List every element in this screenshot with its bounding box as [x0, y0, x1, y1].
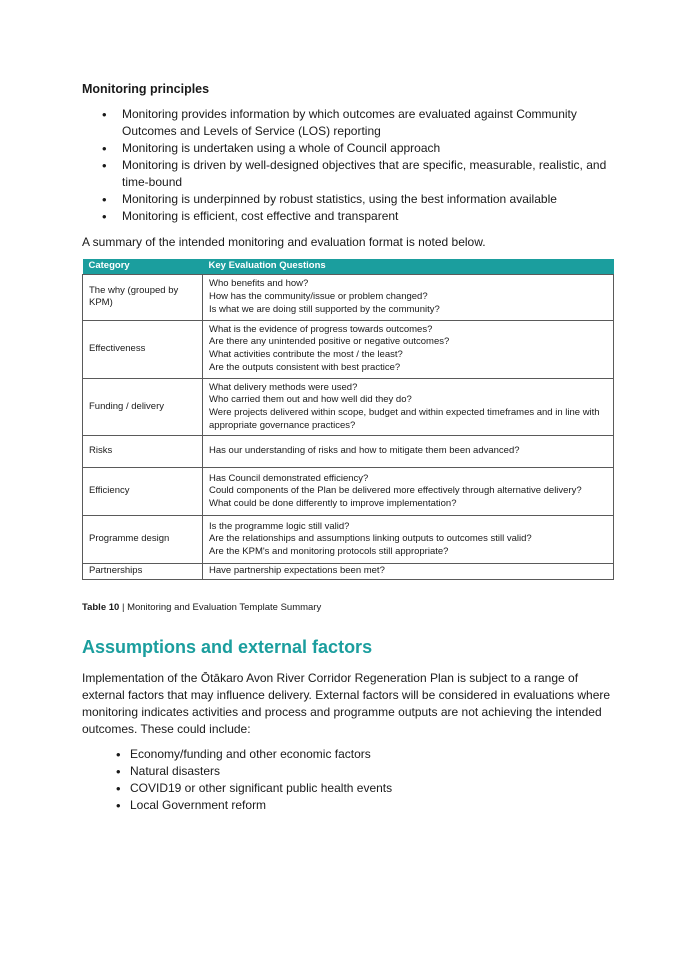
question: Are the outputs consistent with best practice?	[209, 361, 401, 373]
row-category: Efficiency	[83, 468, 203, 516]
caption-text: | Monitoring and Evaluation Template Summary	[119, 602, 322, 614]
table-row	[83, 378, 614, 436]
question: Has our understanding of risks and how to mitigate them been advanced?	[209, 445, 520, 457]
external-factors-list	[82, 746, 614, 814]
document-page	[82, 82, 614, 814]
row-category: Funding / delivery	[83, 378, 203, 436]
question: Are the relationships and assumptions linking outputs to outcomes still valid?	[209, 533, 532, 545]
row-category: Risks	[83, 436, 203, 468]
list-item: • Economy/funding and other economic factors	[82, 746, 614, 763]
row-questions	[203, 468, 614, 516]
row-questions	[203, 274, 614, 320]
summary-text: A summary of the intended monitoring and evaluation format is noted below.	[82, 235, 486, 249]
question: Could components of the Plan be delivered more effectively through alternative delivery?	[209, 485, 582, 497]
table-row	[83, 320, 614, 378]
table-row	[83, 516, 614, 564]
row-category: Programme design	[83, 516, 203, 564]
assumptions-paragraph: Implementation of the Ōtākaro Avon River Corridor Regeneration Plan is subject to a range of external factors that may influence delivery. External factors will be considered in evaluations where monitoring indicates activities and process and programme outputs are not achieving the intended outcomes. These could include:	[82, 671, 611, 737]
caption-label: Table 10	[82, 602, 120, 614]
row-category: Partnerships	[83, 564, 203, 580]
table-row	[83, 274, 614, 320]
evaluation-table	[82, 259, 614, 580]
list-item: • Monitoring is efficient, cost effective and transparent	[82, 208, 614, 225]
question: What activities contribute the most / the least?	[209, 349, 403, 361]
question: What is the evidence of progress towards outcomes?	[209, 323, 433, 335]
list-item: • Monitoring is driven by well-designed objectives that are specific, measurable, realistic, and time-bound	[82, 157, 614, 191]
list-item: • Natural disasters	[82, 763, 614, 780]
monitoring-principles-heading: Monitoring principles	[82, 82, 210, 96]
table-row	[83, 436, 614, 468]
row-questions	[203, 564, 614, 580]
row-questions	[203, 378, 614, 436]
table-header-row	[83, 259, 614, 274]
question: Were projects delivered within scope, budget and within expected timeframes and in line with appropriate governance practices?	[209, 406, 600, 431]
row-questions	[203, 436, 614, 468]
row-questions	[203, 320, 614, 378]
question: Has Council demonstrated efficiency?	[209, 472, 369, 484]
list-item: • Monitoring is undertaken using a whole of Council approach	[82, 140, 614, 157]
question: Is the programme logic still valid?	[209, 520, 350, 532]
list-item: • Monitoring provides information by which outcomes are evaluated against Community Outcomes and Levels of Service (LOS) reporting	[82, 106, 614, 140]
question: Are there any unintended positive or negative outcomes?	[209, 336, 450, 348]
question: What could be done differently to improve implementation?	[209, 498, 457, 510]
row-category: The why (grouped by KPM)	[83, 274, 203, 320]
question: Have partnership expectations been met?	[209, 565, 385, 577]
row-category: Effectiveness	[83, 320, 203, 378]
question: What delivery methods were used?	[209, 381, 358, 393]
table-caption	[82, 602, 614, 613]
list-item: • COVID19 or other significant public health events	[82, 780, 614, 797]
list-item: • Monitoring is underpinned by robust statistics, using the best information available	[82, 191, 614, 208]
question: Who benefits and how?	[209, 278, 309, 290]
header-category: Category	[83, 259, 203, 274]
question: Who carried them out and how well did they do?	[209, 394, 412, 406]
header-questions: Key Evaluation Questions	[203, 259, 614, 274]
question: Is what we are doing still supported by the community?	[209, 303, 440, 315]
table-row	[83, 564, 614, 580]
question: Are the KPM's and monitoring protocols still appropriate?	[209, 546, 449, 558]
question: How has the community/issue or problem changed?	[209, 290, 428, 302]
list-item: • Local Government reform	[82, 797, 614, 814]
table-row	[83, 468, 614, 516]
monitoring-principles-list	[82, 106, 614, 225]
row-questions	[203, 516, 614, 564]
assumptions-heading: Assumptions and external factors	[82, 637, 373, 658]
